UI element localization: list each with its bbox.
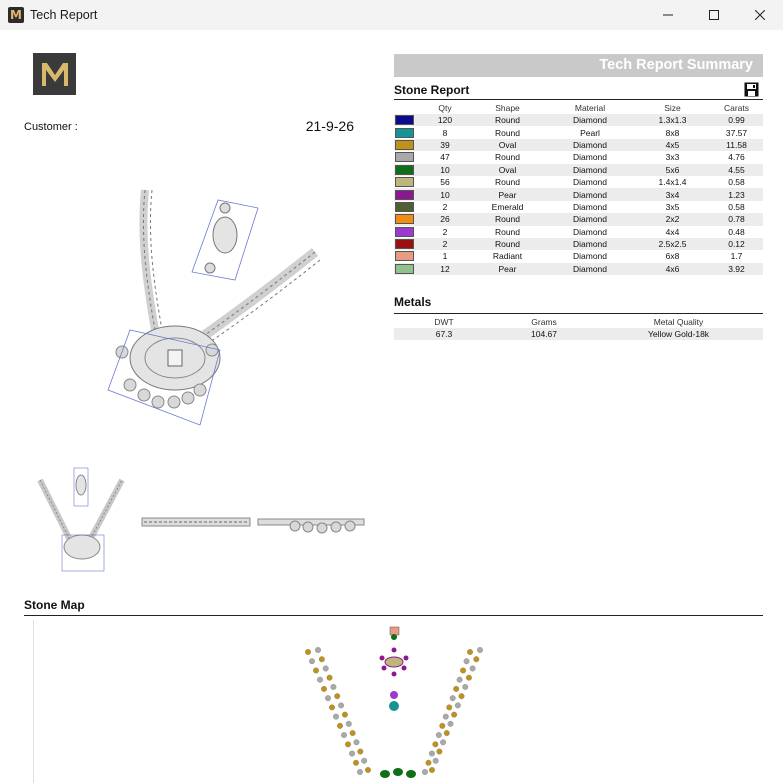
stone-size: 3x4 (635, 188, 710, 200)
stone-map-stone (462, 684, 468, 690)
stone-map-stone (426, 760, 432, 766)
stone-material: Diamond (545, 263, 635, 275)
stone-map-divider (24, 615, 763, 616)
stone-carats: 3.92 (710, 263, 763, 275)
stone-material: Diamond (572, 251, 608, 262)
maximize-button[interactable] (691, 0, 737, 30)
stone-map-stone (309, 658, 315, 664)
minimize-button[interactable] (645, 0, 691, 30)
stone-map-pendant (380, 627, 409, 711)
report-date: 21-9-26 (305, 118, 354, 134)
customer-label: Customer : (24, 121, 78, 133)
stone-map-stone (457, 677, 463, 683)
stone-map-stone (433, 742, 439, 748)
metal-quality: Yellow Gold-18k (594, 328, 763, 340)
stone-size: 5x6 (635, 164, 710, 176)
stone-map-stone (437, 749, 443, 755)
stone-carats: 1.23 (710, 188, 763, 200)
stone-shape: Round (494, 127, 521, 138)
stone-row (394, 201, 763, 213)
stone-map-stone (464, 658, 470, 664)
stone-map-stone (325, 695, 331, 701)
stone-map-stone (466, 675, 472, 681)
stone-map-stone (451, 712, 457, 718)
stone-color-swatch (395, 152, 414, 162)
minimize-icon (663, 10, 673, 20)
stone-row (394, 213, 763, 225)
metal-dwt: 67.3 (394, 328, 494, 340)
stone-row (394, 139, 763, 151)
stone-map-stone (333, 714, 339, 720)
close-button[interactable] (737, 0, 783, 30)
maximize-icon (709, 10, 719, 20)
window-titlebar (0, 0, 783, 30)
stone-carats: 4.55 (710, 164, 763, 176)
stone-size: 3x5 (665, 201, 680, 212)
stone-report-table (394, 102, 763, 275)
stone-map-stone (422, 769, 428, 775)
stone-map-stone (350, 730, 356, 736)
stone-qty: 56 (440, 177, 450, 188)
column-header-material: Material (574, 103, 606, 113)
stone-qty: 10 (420, 164, 470, 176)
stone-map-stone (342, 712, 348, 718)
stone-report-divider (394, 99, 763, 100)
stone-row (394, 238, 763, 250)
stone-material: Diamond (545, 114, 635, 126)
save-icon[interactable] (744, 82, 759, 97)
stone-map-stone (440, 723, 446, 729)
stone-row (394, 164, 763, 176)
thumbnail-front-view (40, 468, 122, 571)
stone-map-stone (455, 703, 461, 709)
summary-title: Tech Report Summary (599, 57, 753, 73)
stone-shape: Round (494, 152, 521, 163)
stone-shape: Emerald (491, 201, 524, 212)
stone-map-stone (436, 732, 442, 738)
column-header-size: Size (664, 103, 681, 113)
stone-carats: 1.7 (730, 251, 743, 262)
stone-map-stone (459, 693, 465, 699)
stone-size: 1.4x1.4 (658, 177, 687, 188)
stone-row (394, 226, 763, 238)
stone-map-stone (450, 695, 456, 701)
stone-shape: Round (494, 177, 521, 188)
stone-color-swatch (395, 202, 414, 212)
metals-divider (394, 313, 763, 314)
stone-map-stone (331, 684, 337, 690)
stone-color-swatch (395, 177, 414, 187)
stone-qty: 47 (440, 152, 450, 163)
metals-heading: Metals (394, 295, 432, 309)
stone-color-swatch (395, 115, 414, 125)
stone-map-stone (429, 751, 435, 757)
stone-map-stone (448, 721, 454, 727)
stone-map-stone (444, 730, 450, 736)
stone-map-stone (329, 705, 335, 711)
stone-shape: Radiant (492, 251, 523, 262)
stone-map-stone (446, 705, 452, 711)
stone-map-stone (346, 721, 352, 727)
stone-shape: Round (470, 213, 545, 225)
stone-color-swatch (395, 140, 414, 150)
stone-qty: 1 (442, 251, 448, 262)
stone-report-heading: Stone Report (394, 83, 470, 97)
stone-map-stone (315, 647, 321, 653)
stone-size: 4x6 (635, 263, 710, 275)
stone-color-swatch (395, 214, 414, 224)
stone-row (394, 126, 763, 138)
stone-row (394, 250, 763, 262)
stone-size: 4x4 (665, 226, 680, 237)
window-title: Tech Report (30, 8, 98, 22)
stone-material: Diamond (572, 201, 608, 212)
necklace-thumbnail-views (30, 460, 375, 580)
stone-map-stone (443, 714, 449, 720)
stone-map-stone (338, 703, 344, 709)
stone-map-stone (305, 649, 311, 655)
stone-qty: 2 (420, 238, 470, 250)
metal-row (394, 328, 763, 340)
company-logo-mark (40, 61, 70, 87)
stone-color-swatch (395, 239, 414, 249)
stone-qty: 12 (420, 263, 470, 275)
column-header-carats: Carats (723, 103, 750, 113)
stone-qty: 2 (442, 201, 448, 212)
stone-qty: 2 (442, 226, 448, 237)
stone-carats: 0.48 (728, 226, 745, 237)
stone-material: Diamond (572, 226, 608, 237)
stone-size: 6x8 (665, 251, 680, 262)
app-logo-icon: M (8, 7, 24, 23)
stone-map-stone (323, 666, 329, 672)
stone-map-stone (334, 693, 340, 699)
metals-table (394, 316, 763, 340)
stone-map-stone (358, 749, 364, 755)
stone-qty: 10 (420, 188, 470, 200)
company-logo (33, 53, 76, 95)
thumbnail-side-view (142, 518, 250, 526)
stone-map-stone (460, 668, 466, 674)
stone-carats: 0.58 (728, 177, 745, 188)
stone-shape: Oval (470, 164, 545, 176)
stone-map-stone (319, 656, 325, 662)
stone-carats: 0.58 (728, 201, 745, 212)
stone-map-stone (470, 666, 476, 672)
stone-qty: 26 (420, 213, 470, 225)
stone-map-stone (313, 668, 319, 674)
stone-size: 3x3 (665, 152, 680, 163)
stone-map-diagram (290, 622, 500, 783)
stone-map-stone (354, 740, 360, 746)
stone-map-stone (467, 649, 473, 655)
stone-map-stone (429, 767, 435, 773)
stone-map-stone (440, 740, 446, 746)
stone-map-stone (433, 758, 439, 764)
stone-color-swatch (395, 128, 414, 138)
stone-material: Diamond (572, 177, 608, 188)
stone-qty: 8 (442, 127, 448, 138)
column-header-shape: Shape (495, 103, 520, 113)
stone-size: 4x5 (635, 139, 710, 151)
stone-map-stone (353, 760, 359, 766)
stone-material: Diamond (545, 238, 635, 250)
stone-carats: 0.78 (710, 213, 763, 225)
stone-shape: Pear (470, 263, 545, 275)
stone-shape: Pear (470, 188, 545, 200)
column-header-qty: Qty (438, 103, 452, 113)
stone-color-swatch (395, 264, 414, 274)
stone-map-stone (321, 686, 327, 692)
stone-carats: 4.76 (728, 152, 745, 163)
stone-color-swatch (395, 227, 414, 237)
stone-map-stone (365, 767, 371, 773)
stone-map-stone (361, 758, 367, 764)
stone-material: Diamond (545, 164, 635, 176)
stone-map-stone (474, 656, 480, 662)
stone-map-stone (345, 742, 351, 748)
stone-row (394, 263, 763, 275)
stone-material: Diamond (545, 188, 635, 200)
stone-carats: 0.12 (710, 238, 763, 250)
stone-carats: 0.99 (710, 114, 763, 126)
stone-material: Pearl (580, 127, 600, 138)
stone-shape: Round (494, 226, 521, 237)
thumbnail-top-view (258, 519, 364, 533)
stone-map-stone (327, 675, 333, 681)
stone-carats: 11.58 (710, 139, 763, 151)
column-header-grams: Grams (531, 317, 557, 327)
stone-shape: Round (470, 114, 545, 126)
stone-map-stone (341, 732, 347, 738)
stone-material: Diamond (545, 139, 635, 151)
summary-header-bar (394, 54, 763, 77)
stone-map-heading: Stone Map (24, 598, 85, 612)
stone-color-swatch (395, 165, 414, 175)
stone-color-swatch (395, 190, 414, 200)
stone-size: 2.5x2.5 (635, 238, 710, 250)
stone-map-stone (357, 769, 363, 775)
stone-shape: Round (470, 238, 545, 250)
stone-row (394, 114, 763, 126)
metal-grams: 104.67 (494, 328, 594, 340)
column-header-metal-quality: Metal Quality (653, 317, 704, 327)
stone-map-stone (453, 686, 459, 692)
stone-size: 8x8 (665, 127, 680, 138)
stone-material: Diamond (572, 152, 608, 163)
stone-shape: Oval (470, 139, 545, 151)
stone-row (394, 188, 763, 200)
stone-map-stone (477, 647, 483, 653)
column-header-dwt: DWT (434, 317, 454, 327)
necklace-main-render (100, 180, 340, 435)
close-icon (755, 10, 765, 20)
stone-qty: 120 (420, 114, 470, 126)
stone-map-stone (337, 723, 343, 729)
stone-map-stone (349, 751, 355, 757)
stone-material: Diamond (545, 213, 635, 225)
stone-carats: 37.57 (725, 127, 748, 138)
stone-qty: 39 (420, 139, 470, 151)
stone-map-stone (317, 677, 323, 683)
stone-row (394, 151, 763, 163)
stone-size: 2x2 (635, 213, 710, 225)
stone-size: 1.3x1.3 (635, 114, 710, 126)
stone-color-swatch (395, 251, 414, 261)
stone-row (394, 176, 763, 188)
